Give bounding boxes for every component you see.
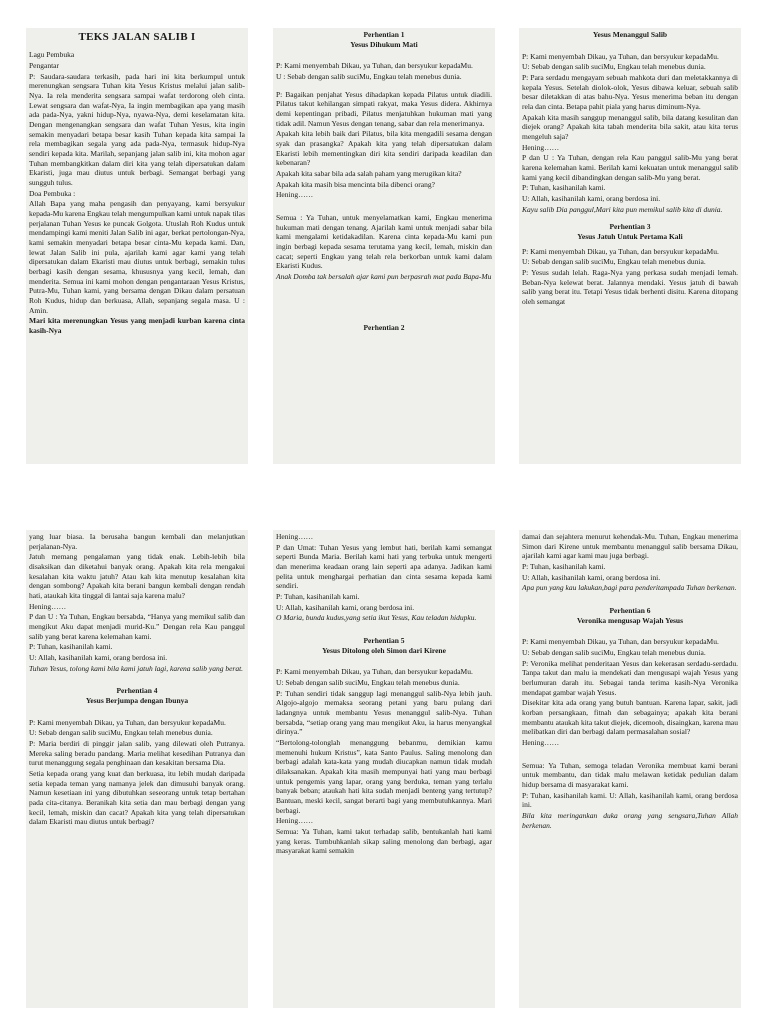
- station-1-reading: P: Bagaikan penjahat Yesus dihadapkan kepada Pilatus untuk diadili. Pilatus takut kehilangan simpati rakyat, maka Yesus didera. Akhirnya demi kepentingan pribadi, Pilatus menjatuhkan hukuman mati yang tidak adil. Namun Yesus dengan tenang, sabar dan rela menerimanya.: [276, 89, 492, 128]
- station-3-verse: Tuhan Yesus, tolong kami bila kami jatuh lagi, karena salib yang berat.: [29, 663, 244, 673]
- station-3-title: Yesus Jatuh Untuk Pertama Kali: [577, 232, 683, 242]
- station-4-title: Yesus Berjumpa dengan Ibunya: [85, 696, 189, 706]
- station-6-acclamation-p: P: Kami menyembah Dikau, ya Tuhan, dan bersyukur kepadaMu.: [522, 637, 719, 647]
- panel-top-middle: [273, 28, 495, 464]
- station-4-acclamation-p: P: Kami menyembah Dikau, ya Tuhan, dan bersyukur kepadaMu.: [29, 717, 226, 727]
- station-4-reflection: Setia kepada orang yang kuat dan berkuasa, itu lebih mudah daripada setia kepada teman yang namanya jelek dan dimusuhi banyak orang. Namun kesetiaan ini yang dibutuhkan seseorang untuk tetap bertahan pada cita-citanya. Beranikah kita setia dan mau berbagi dengan yang kecil, lemah, miskin dan cacat? Apakah kita yang telah dipersatukan dalam Ekaristi mau diutus untuk berbagi?: [29, 769, 245, 827]
- station-4-verse: O Maria, bunda kudus,yang setia ikut Yesus, Kau teladan hidupku.: [276, 613, 477, 623]
- station-5-reading: P: Tuhan sendiri tidak sanggup lagi menanggul salib-Nya lebih jauh. Algojo-algojo memaksa seorang petani yang baru pulang dari ladangnya untuk membantu Yesus menanggul salib-Nya. Tuhan bersabda, “setiap orang yang mau mengikut Aku, ia harus menyangkal dirinya.”: [276, 688, 492, 737]
- station-4-silence: Hening……: [276, 532, 314, 541]
- station-5-title: Yesus Ditolong oleh Simon dari Kirene: [322, 645, 446, 655]
- opening-prayer-label: Doa Pembuka :: [29, 188, 76, 198]
- station-2-title: Yesus Menanggul Salib: [592, 30, 668, 39]
- station-6-verse: Bila kita meringankan duka orang yang sengsara,Tuhan Allah berkenan.: [522, 811, 738, 830]
- station-3-acclamation-p: P: Kami menyembah Dikau, ya Tuhan, dan bersyukur kepadaMu.: [522, 246, 719, 256]
- panel-top-right: [519, 28, 741, 464]
- station-3-heading: Perhentian 3: [609, 222, 651, 232]
- station-4-prayer: P dan Umat: Tuhan Yesus yang lembut hati, berilah kami semangat seperti Bunda Maria. Berilah kami hati yang terbuka untuk mengerti dan menerima keadaan orang lain seperti apa adanya. Jadikan kami pelita untuk menghargai perhatian dan cinta sesama kepada kami sendiri.: [276, 542, 492, 591]
- opening-prayer-text: Allah Bapa yang maha pengasih dan penyayang, kami bersyukur kepada-Mu karena Engkau telah mengumpulkan kami untuk napak tilas perjalanan Tuhan Yesus ke puncak Golgota. Utuslah Roh Kudus untuk mendampingi kami meniti Jalan Salib ini agar, berkat pertolongan-Nya, kami semakin menyadari betapa besar cinta-Mu kepada kami. Dan, lewat Jalan Salib ini pula, ajarilah kami agar kami yang telah dipersatukan dalam Ekaristi mau diutus untuk berbagi, semakin tulus berbagi kasih dengan sesama, khususnya yang kecil, lemah, dan menderita. Semua ini kami mohon dengan pengantaraan Yesus Kristus, Putra-Mu, Tuhan kami, yang bersama dengan Dikau dalam persatuan Roh Kudus, hidup dan berkuasa, Allah, sepanjang segala masa. U : Amin.: [29, 199, 245, 315]
- station-2-heading: Perhentian 2: [363, 322, 405, 332]
- document-title: TEKS JALAN SALIB I: [78, 31, 196, 43]
- station-5-heading: Perhentian 5: [363, 636, 405, 646]
- station-5-acclamation-u: U: Sebab dengan salib suciMu, Engkau telah menebus dunia.: [276, 678, 460, 688]
- station-2-acclamation-u: U: Sebab dengan salib suciMu, Engkau telah menebus dunia.: [522, 62, 706, 72]
- station-6-prayer: Semua: Ya Tuhan, semoga teladan Veronika membuat kami berani untuk membantu, dan tidak malu melawan ketidak pedulian dalam hidup bersama di masyarakat kami.: [522, 760, 738, 790]
- station-2-reflection: Apakah kita masih sanggup menanggul salib, bila datang kesulitan dan diejek orang? Apakah kita tabah menderita bila sakit, atau kita terus mengeluh saja?: [522, 112, 738, 142]
- station-2-verse: Kayu salib Dia panggul,Mari kita pun memikul salib kita di dunia.: [522, 204, 723, 214]
- station-3-reading: P: Yesus sudah lelah. Raga-Nya yang perkasa sudah menjadi lemah. Beban-Nya kelewat berat. Jalannya mendaki. Yesus jatuh di bawah salib yang berat itu. Tetapi Yesus tidak berhenti disitu. Karena ditopang oleh semangat: [522, 268, 738, 307]
- station-5-reflection: “Bertolong-tolonglah menanggung bebanmu, demikian kamu memenuhi hukum Kristus”, kata Santo Paulus. Saling menolong dan berbagi adalah kata-kata yang mudah diucapkan namun tidak mudah dilaksanakan. Apakah kita masih mempunyai hati yang mau berbagi untuk pengemis yang lapar, orang yang berduka, teman yang terlalu banyak beban; ataukah hati kita sudah menjadi benteng yang tertutup? Bantuan, meski kecil, sangat berarti bagi yang membutuhkannya. Mari berbagi.: [276, 738, 492, 815]
- station-6-silence: Hening……: [522, 738, 560, 748]
- panel-bottom-middle: [273, 530, 495, 1008]
- station-2-kyrie-p: P: Tuhan, kasihanilah kami.: [522, 183, 606, 193]
- station-5-prayer-cont: damai dan sejahtera menurut kehendak-Mu. Tuhan, Engkau menerima Simon dari Kirene untuk membantu menanggul salib bersama Dikau, ajarilah kami agar kami mau juga berbagi.: [522, 532, 738, 561]
- station-1-question-1: Apakah kita sabar bila ada salah paham yang merugikan kita?: [276, 169, 462, 179]
- station-2-reading: P: Para serdadu mengayam sebuah mahkota duri dan meletakkannya di kepala Yesus. Setelah diolok-olok, Yesus dibawa keluar, sebuah salib besar diletakkan di atas bahu-Nya. Yesus menerima beban itu dengan rela dan cinta. Betapa pahit piala yang harus diminum-Nya.: [522, 73, 738, 112]
- station-1-acclamation-u: U : Sebab dengan salib suciMu, Engkau telah menebus dunia.: [276, 72, 462, 82]
- station-2-kyrie-u: U: Allah, kasihanilah kami, orang berdosa ini.: [522, 194, 661, 204]
- station-1-acclamation-p: P: Kami menyembah Dikau, ya Tuhan, dan bersyukur kepadaMu.: [276, 61, 473, 71]
- station-3-silence: Hening……: [29, 601, 67, 611]
- station-2-prayer: P dan U : Ya Tuhan, dengan rela Kau panggul salib-Mu yang berat karena kelemahan kami. Berilah kami kekuatan untuk menanggul salib kami yang kecil dibandingkan dengan salib-Mu yang berat.: [522, 153, 738, 182]
- station-1-question-2: Apakah kita masih bisa mencinta bila dibenci orang?: [276, 179, 435, 189]
- song-label: Lagu Pembuka: [29, 50, 75, 60]
- station-6-title: Veronika mengusap Wajah Yesus: [576, 615, 684, 625]
- station-2-acclamation-p: P: Kami menyembah Dikau, ya Tuhan, dan bersyukur kepadaMu.: [522, 51, 719, 61]
- station-1-title: Yesus Dihukum Mati: [350, 39, 418, 49]
- panel-top-left: [26, 28, 248, 464]
- station-4-reading: P: Maria berdiri di pinggir jalan salib, yang dilewati oleh Putranya. Mereka saling beradu pandang. Maria melihat kesedihan Putranya dan turut menanggung segala penghinaan dan kesakitan bersama Dia.: [29, 739, 245, 768]
- station-5-kyrie-u: U: Allah, kasihanilah kami, orang berdosa ini.: [522, 572, 661, 582]
- station-5-prayer: Semua: Ya Tuhan, kami takut terhadap salib, bentukanlah hati kami yang keras. Tumbuhkanlah sikap saling menolong dan berbagi, agar masyarakat kami semakin: [276, 827, 492, 856]
- intro-label: Pengantar: [29, 60, 59, 70]
- station-6-heading: Perhentian 6: [609, 606, 651, 616]
- station-5-acclamation-p: P: Kami menyembah Dikau, ya Tuhan, dan bersyukur kepadaMu.: [276, 667, 473, 677]
- station-3-kyrie-u: U: Allah, kasihanilah kami, orang berdosa ini.: [29, 653, 168, 663]
- station-4-kyrie-u: U: Allah, kasihanilah kami, orang berdosa ini.: [276, 602, 415, 612]
- intro-text: P: Saudara-saudara terkasih, pada hari ini kita berkumpul untuk merenungkan sengsara Tuhan kita Yesus Kristus melalui jalan salib-Nya. Ia rela menderita sengsara sampai wafat terdorong oleh cinta. Lewat sengsara dan wafat-Nya, Ia ingin membagikan apa yang masih ada pada-Nya, yakni hidup-Nya, nyawa-Nya, demi keselamatan kita. Dengan mengenangkan sengsara dan wafat Tuhan Yesus, kita ingin semakin menyadari betapa besar kasih Tuhan kepada kita sampai Ia rela membagikan segala yang ada pada-Nya, termasuk hidup-Nya sendiri kepada kita. Marilah, sepanjang jalan salib ini, kita mohon agar Tuhan membangkitkan dalam diri kita yang telah dipersatukan dalam Ekaristi, juga mau diutus untuk berbagi. Semangat berbagi yang sungguh tulus.: [29, 71, 245, 187]
- panel-bottom-left: [26, 530, 248, 1008]
- station-2-silence: Hening……: [522, 142, 560, 152]
- station-5-verse: Apa pun yang kau lakukan,bagi para penderitampada Tuhan berkenan.: [522, 583, 737, 593]
- station-4-heading: Perhentian 4: [116, 686, 158, 696]
- station-1-prayer: Semua : Ya Tuhan, untuk menyelamatkan kami, Engkau menerima hukuman mati dengan tenang. Ajarilah kami untuk menjadi sabar bila kami mengalami ketidakadilan. Karena cinta kepada-Mu kami pun ingin berbagi kepada sesama terutama yang kecil, lemah, miskin dan cacat; seperti Engkau yang telah rela berkorban untuk kami dalam Ekaristi Kudus.: [276, 213, 492, 271]
- station-1-heading: Perhentian 1: [363, 30, 405, 39]
- station-3-reading-cont: yang luar biasa. Ia berusaha bangun kembali dan melanjutkan perjalanan-Nya.: [29, 532, 245, 551]
- station-6-reflection: Disekitar kita ada orang yang butuh bantuan. Karena lapar, sakit, jadi korban persangkaan, fitnah dan sebagainya; apakah kita berani membantu ataukah kita takut diejek, dicemooh, disaingkan, karena mau melibatkan diri dan berbagi dalam permasalahan sosial?: [522, 698, 738, 737]
- station-5-kyrie-p: P: Tuhan, kasihanilah kami.: [522, 562, 606, 572]
- station-4-acclamation-u: U: Sebab dengan salib suciMu, Engkau telah menebus dunia.: [29, 728, 213, 738]
- station-1-verse: Anak Domba tak bersalah ajar kami pun berpasrah mat pada Bapa-Mu: [276, 272, 492, 282]
- station-6-reading: P: Veronika melihat penderitaan Yesus dan kekerasan serdadu-serdadu. Tanpa takut dan malu ia mendekati dan mengusapi wajah Yesus yang berlumuran darah itu. Sebagai tanda terima kasih-Nya Veronika mendapat gambar wajah Yesus.: [522, 658, 738, 697]
- station-1-silence: Hening……: [276, 190, 314, 200]
- station-1-reflection: Apakah kita lebih baik dari Pilatus, bila kita mengadili sesama dengan syak dan prasangka? Apakah kita yang telah dipersatukan dalam Ekaristi lebih mementingkan diri kita sendiri daripada keadilan dan kebenaran?: [276, 129, 492, 168]
- station-3-kyrie-p: P: Tuhan, kasihanilah kami.: [29, 642, 113, 652]
- panel-bottom-right: [519, 530, 741, 1008]
- station-6-kyrie: P: Tuhan, kasihanilah kami. U: Allah, kasihanilah kami, orang berdosa ini.: [522, 790, 738, 810]
- station-4-kyrie-p: P: Tuhan, kasihanilah kami.: [276, 592, 360, 602]
- station-3-prayer: P dan U : Ya Tuhan, Engkau bersabda, “Hanya yang memikul salib dan mengikut Aku dapat menjadi murid-Ku.” Dengan rela Kau panggul salib yang berat karena kelemahan kami.: [29, 612, 245, 641]
- station-3-reflection: Jatuh memang pengalaman yang tidak enak. Lebih-lebih bila disaksikan dan diketahui banyak orang. Apakah kita rela mengakui kesalahan kita waktu jatuh? Atau kah kita menutup kesalahan kita dengan sombong? Apakah kita berani bangun kembali dengan rendah hati, ataukah kita tinggal di lantai saja karena malu?: [29, 552, 245, 601]
- station-5-silence: Hening……: [276, 816, 314, 826]
- station-6-acclamation-u: U: Sebab dengan salib suciMu, Engkau telah menebus dunia.: [522, 648, 706, 658]
- meditation-invitation: Mari kita merenungkan Yesus yang menjadi kurban karena cinta kasih-Nya: [29, 316, 245, 335]
- station-3-acclamation-u: U: Sebab dengan salib suciMu, Engkau telah menebus dunia.: [522, 257, 706, 267]
